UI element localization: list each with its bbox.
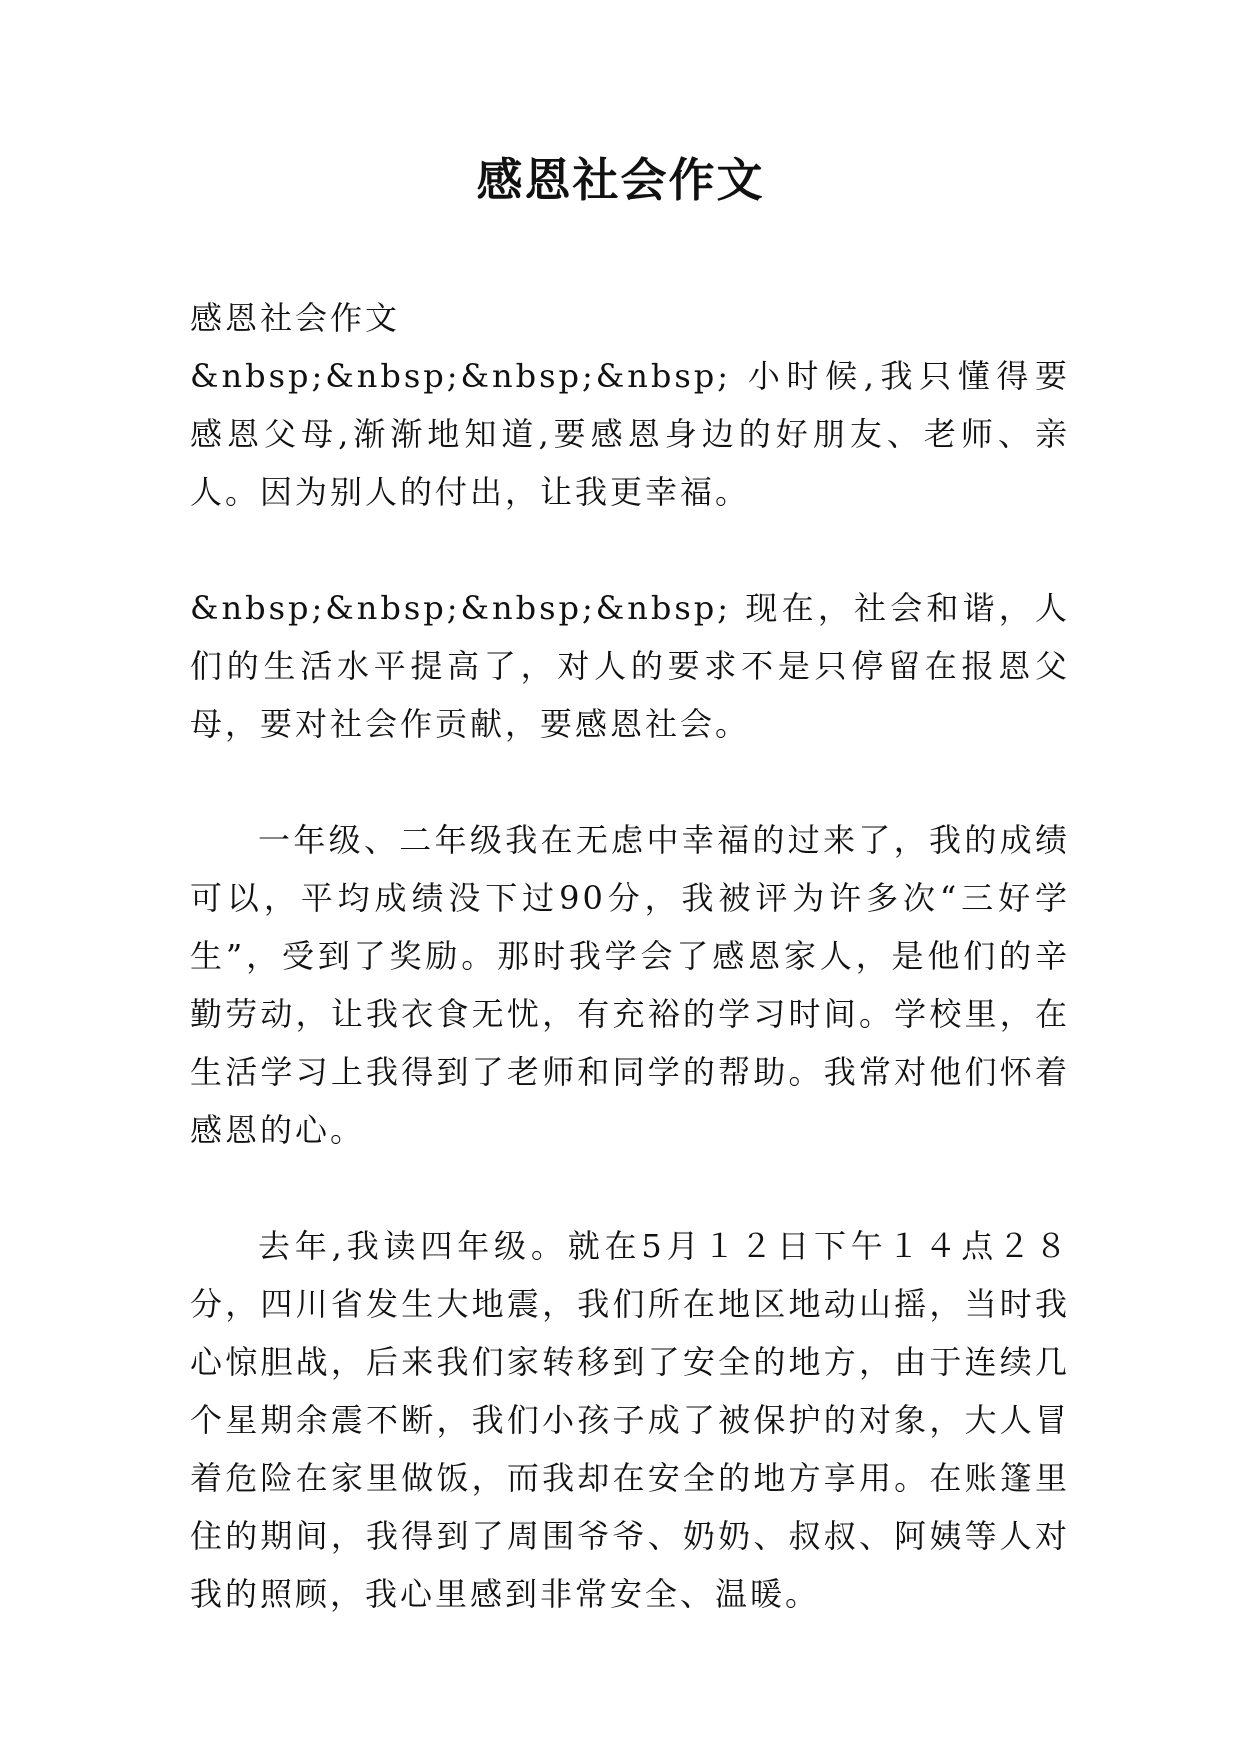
document-subtitle: 感恩社会作文 xyxy=(190,299,401,337)
document-title: 感恩社会作文 xyxy=(476,153,765,207)
paragraph-4: 去年,我读四年级。就在5月１２日下午１４点２８分，四川省发生大地震，我们所在地区地动山摇，当时我心惊胆战，后来我们家转移到了安全的地方，由于连续几个星期余震不断，我们小孩子成了被保护的对象，大人冒着危险在家里做饭，而我却在安全的地方享用。在账篷里住的期间，我得到了周围爷爷、奶奶、叔叔、阿姨等人对我的照顾，我心里感到非常安全、温暖。 xyxy=(190,1227,1070,1613)
paragraph-1: &nbsp;&nbsp;&nbsp;&nbsp; 小时候,我只懂得要感恩父母,渐渐地知道,要感恩身边的好朋友、老师、亲人。因为别人的付出，让我更幸福。 xyxy=(190,357,1070,511)
document-body xyxy=(190,289,1070,1623)
paragraph-3: 一年级、二年级我在无虑中幸福的过来了，我的成绩可以，平均成绩没下过90分，我被评为许多次“三好学生”，受到了奖励。那时我学会了感恩家人，是他们的辛勤劳动，让我衣食无忧，有充裕的学习时间。学校里，在生活学习上我得到了老师和同学的帮助。我常对他们怀着感恩的心。 xyxy=(190,821,1070,1149)
paragraph-2: &nbsp;&nbsp;&nbsp;&nbsp; 现在，社会和谐，人们的生活水平提高了，对人的要求不是只停留在报恩父母，要对社会作贡献，要感恩社会。 xyxy=(190,589,1070,743)
